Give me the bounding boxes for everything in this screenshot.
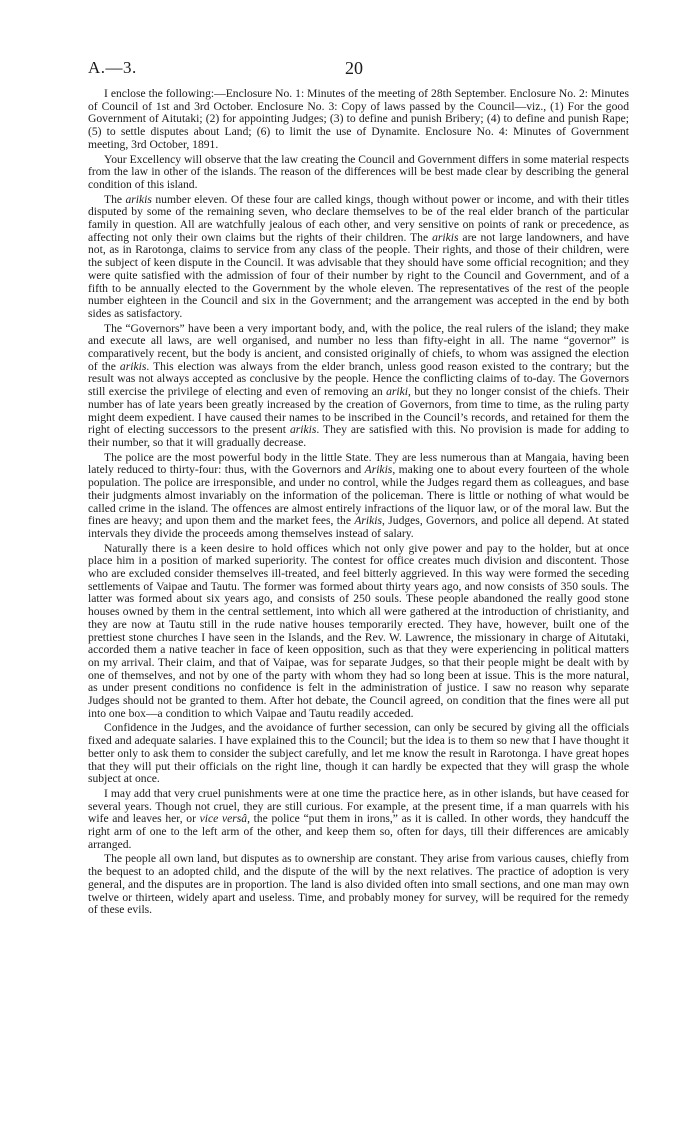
document-reference: A.—3.: [88, 58, 137, 77]
paragraph-arikis: The arikis number eleven. Of these four are called kings, though without power or income, and with their titles disputed by some of the remaining seven, who declare themselves to be of the real elder branch of the particular family in question. All are watchfully jealous of each other, and very sensitive on points of rank or precedence, as affecting not only their own claims but the rights of their children. The arikis are not large landowners, and have not, as in Rarotonga, claims to service from any class of the people. Their rights, and those of their children, were the subject of keen dispute in the Council. It was advisable that they should have some official recognition; and they were quite satisfied with the admission of four of their number by right to the Council and Government, and of a fifth to be annually elected to the Government by the whole eleven. The representatives of the rest of the people number eighteen in the Council and six in the Government; and the arrangement was accepted in the end by both sides as satisfactory.: [88, 192, 629, 320]
body-text: [88, 88, 629, 919]
paragraph-law-differences: Your Excellency will observe that the law creating the Council and Government differs in some material respects from the law in other of the islands. The reason of the differences will be best made clear by describing the general condition of this island.: [88, 152, 629, 191]
paragraph-governors: The “Governors” have been a very important body, and, with the police, the real rulers of the island; they make and execute all laws, are well organised, and number no less than fifty-eight in all. The name “governor” is comparatively recent, but the body is ancient, and consisted originally of chiefs, to whom was assigned the election of the arikis. This election was always from the elder branch, unless good reason existed to the contrary; but the result was not always accepted as conclusive by the people. Hence the conflicting claims of to-day. The Governors still exercise the privilege of electing and even of removing an ariki, but they no longer consist of the chiefs. Their number has of late years been greatly increased by the creation of Governors, from time to time, as the ruling party might deem expedient. I have caused their names to be inscribed in the Council’s records, and retained for them the right of electing successors to the present arikis. They are satisfied with this. No provision is made for adding to their number, so that it will gradually decrease.: [88, 321, 629, 449]
paragraph-judges-salaries: Confidence in the Judges, and the avoidance of further secession, can only be secured by giving all the officials fixed and adequate salaries. I have explained this to the Council; but the idea is to them so new that I have thought it better only to ask them to consider the subject carefully, and let me know the result in Rarotonga. I have great hopes that they will put their officials on the right line, though it can hardly be expected that they will grasp the whole subject at once.: [88, 721, 629, 786]
paragraph-offices: Naturally there is a keen desire to hold offices which not only give power and pay to the holder, but at once place him in a position of marked superiority. The contest for office creates much division and discontent. Those who are excluded consider themselves ill-treated, and feel bitterly aggrieved. In this way were formed the seceding settlements of Vaipae and Tautu. The former was formed about thirty years ago, and now consists of 350 souls. The latter was formed about six years ago, and consists of 250 souls. These people abandoned the really good stone houses owned by them in the central settlement, into which all were gathered at the introduction of christianity, and they are now at Tautu still in the rude native houses temporarily erected. They have, however, built one of the prettiest stone churches I have seen in the Islands, and the Rev. W. Lawrence, the missionary in charge of Aitutaki, accorded them a native teacher in face of keen opposition, such as that they were experiencing in political matters on my arrival. Their claim, and that of Vaipae, was for separate Judges, so that their people might be dealt with by one of themselves, and not by one of the party with whom they had so long been at issue. This is the more natural, as under present conditions no confidence is felt in the administration of justice. I saw no reason why separate Judges should not be granted to them. After hot debate, the Council agreed, on condition that the fines were all put into one box—a condition to which Vaipae and Tautu readily acceded.: [88, 541, 629, 720]
page-header: [88, 58, 620, 82]
paragraph-enclosures: I enclose the following:—Enclosure No. 1: Minutes of the meeting of 28th September. Enclosure No. 2: Minutes of Council of 1st and 3rd October. Enclosure No. 3: Copy of laws passed by the Council—viz., (1) For the good Government of Aitutaki; (2) for appointing Judges; (3) to define and punish Bribery; (4) to define and punish Rape; (5) to settle disputes about Land; (6) to limit the use of Dynamite. Enclosure No. 4: Minutes of Government meeting, 3rd October, 1891.: [88, 87, 629, 151]
paragraph-punishments: I may add that very cruel punishments were at one time the practice here, as in other islands, but have ceased for several years. Though not cruel, they are still curious. For example, at the present time, if a man quarrels with his wife and leaves her, or vice versâ, the police “put them in irons,” as it is called. In other words, they handcuff the right arm of one to the left arm of the other, and keep them so, often for days, till their differences are amicably arranged.: [88, 786, 629, 851]
paragraph-land-disputes: The people all own land, but disputes as to ownership are constant. They arise from various causes, chiefly from the bequest to an adopted child, and the dispute of the will by the next relatives. The practice of adoption is very general, and the disputes are in proportion. The land is also divided often into small sections, and one man may own twelve or thirteen, widely apart and useless. Time, and probably money for survey, will be required for the remedy of these evils.: [88, 852, 629, 917]
paragraph-police: The police are the most powerful body in the little State. They are less numerous than at Mangaia, having been lately reduced to thirty-four: thus, with the Governors and Arikis, making one to about every fourteen of the whole population. The police are irresponsible, and under no control, while the Judges regard them as colleagues, and base their judgments almost invariably on the information of the policeman. There is little or nothing of what would be called crime in the island. The offences are almost entirely infractions of the liquor law, or of the moral law. But the fines are heavy; and upon them and the market fees, the Arikis, Judges, Governors, and police all depend. At stated intervals they divide the proceeds among themselves instead of salary.: [88, 450, 629, 540]
page-number: 20: [345, 58, 363, 78]
